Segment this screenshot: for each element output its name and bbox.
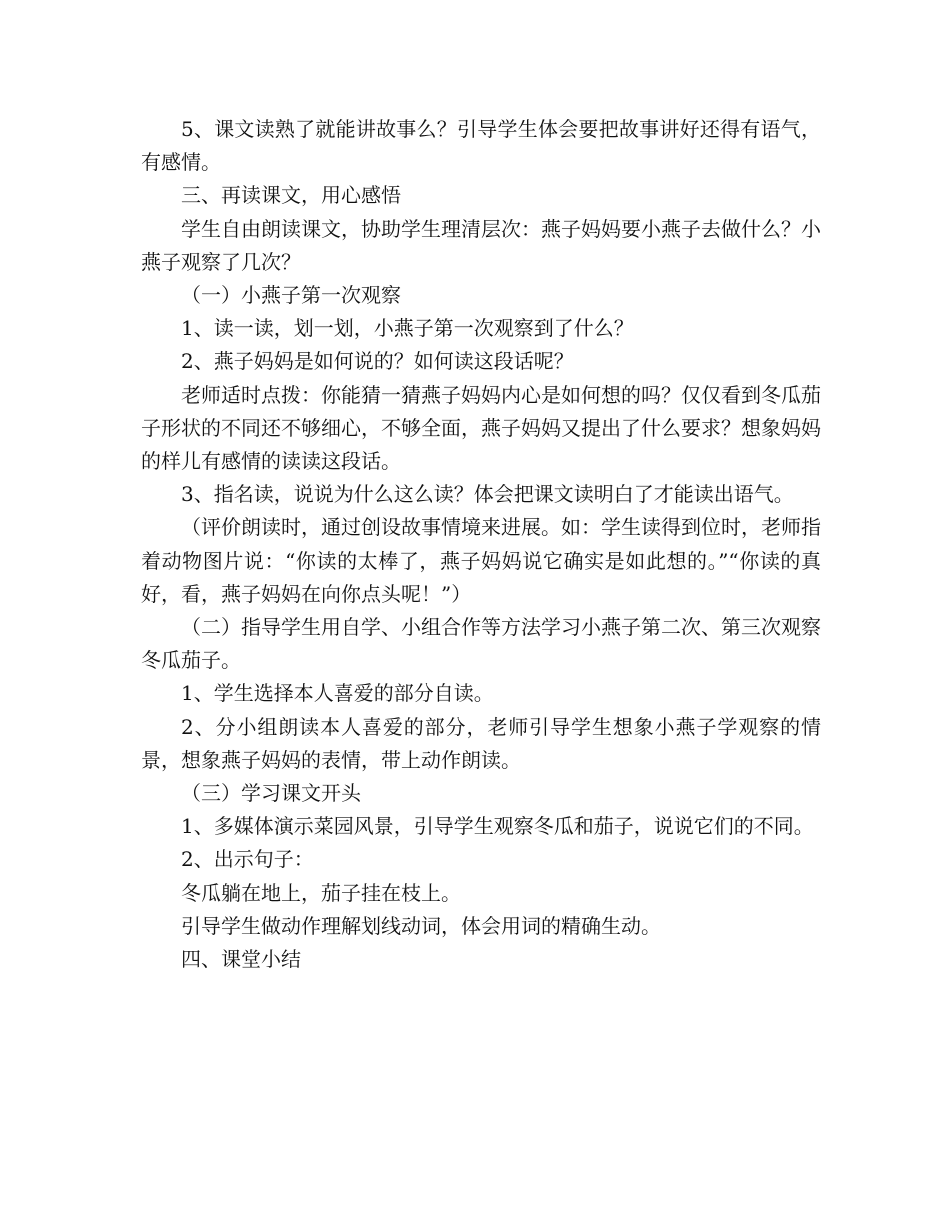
paragraph: 1、多媒体演示菜园风景，引导学生观察冬瓜和茄子，说说它们的不同。	[181, 814, 814, 839]
paragraph: 1、读一读，划一划，小燕子第一次观察到了什么？	[181, 316, 634, 341]
document-body	[141, 113, 821, 976]
paragraph: 2、出示句子：	[181, 847, 314, 872]
paragraph: 2、燕子妈妈是如何说的？如何读这段话呢？	[181, 349, 574, 374]
subsection-heading: （一）小燕子第一次观察	[181, 283, 401, 308]
paragraph: 引导学生做动作理解划线动词，体会用词的精确生动。	[181, 913, 661, 938]
subsection-heading: （二）指导学生用自学、小组合作等方法学习小燕子第二次、第三次观察冬瓜茄子。	[141, 615, 821, 673]
example-sentence: 冬瓜躺在地上，茄子挂在枝上。	[181, 880, 461, 905]
paragraph: 老师适时点拨：你能猜一猜燕子妈妈内心是如何想的吗？仅仅看到冬瓜茄子形状的不同还不够细心，不够全面，燕子妈妈又提出了什么要求？想象妈妈的样儿有感情的读读这段话。	[141, 382, 821, 474]
paragraph: 2、分小组朗读本人喜爱的部分，老师引导学生想象小燕子学观察的情景，想象燕子妈妈的表情，带上动作朗读。	[141, 714, 821, 772]
paragraph: 5、课文读熟了就能讲故事么？引导学生体会要把故事讲好还得有语气，有感情。	[141, 117, 821, 175]
paragraph: 3、指名读，说说为什么这么读？体会把课文读明白了才能读出语气。	[181, 482, 794, 507]
paragraph: 1、学生选择本人喜爱的部分自读。	[181, 681, 494, 706]
subsection-heading: （三）学习课文开头	[181, 781, 361, 806]
section-heading: 四、课堂小结	[181, 947, 301, 972]
paragraph: （评价朗读时，通过创设故事情境来进展。如：学生读得到位时，老师指着动物图片说：“你读的太棒了，燕子妈妈说它确实是如此想的。”“你读的真好，看，燕子妈妈在向你点头呢！”）	[141, 515, 821, 606]
section-heading: 三、再读课文，用心感悟	[181, 183, 401, 208]
paragraph: 学生自由朗读课文，协助学生理清层次：燕子妈妈要小燕子去做什么？小燕子观察了几次？	[141, 216, 821, 274]
